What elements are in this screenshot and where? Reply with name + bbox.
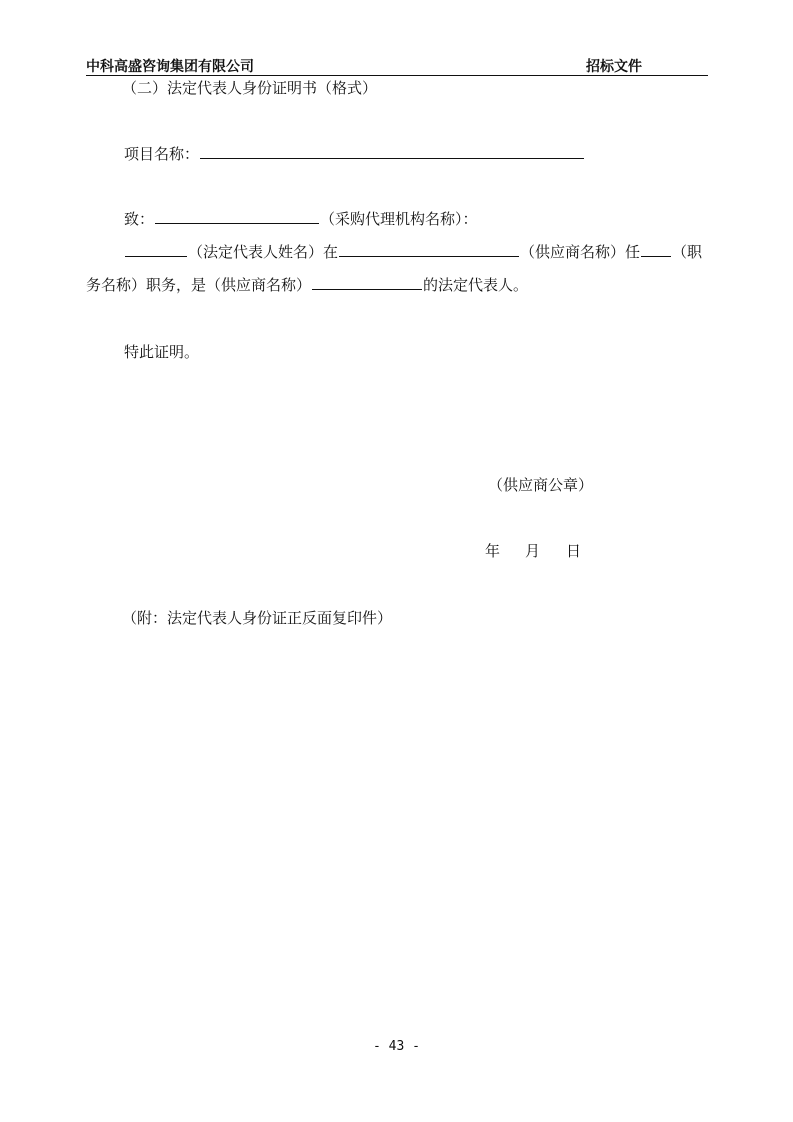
section-title: （二）法定代表人身份证明书（格式） [122, 79, 378, 97]
header-company: 中科高盛咨询集团有限公司 [86, 59, 254, 75]
date-day: 日 [566, 542, 582, 560]
supplier-seal-label: （供应商公章） [488, 476, 594, 494]
supplier-name-blank-2[interactable] [312, 274, 422, 290]
project-name-blank[interactable] [200, 143, 584, 159]
addressee-row [124, 208, 478, 229]
supplier-name-hint: （供应商名称）任 [520, 243, 641, 261]
representative-row [124, 241, 702, 262]
position-continued-text: 务名称）职务，是（供应商名称） [86, 276, 312, 294]
attachment-note: （附：法定代表人身份证正反面复印件） [122, 609, 393, 627]
representative-name-blank[interactable] [125, 241, 187, 257]
addressee-suffix: （采购代理机构名称）： [320, 210, 478, 228]
representative-name-hint: （法定代表人姓名）在 [188, 243, 339, 261]
header-divider [86, 75, 708, 76]
agency-name-blank[interactable] [155, 208, 319, 224]
project-name-label: 项目名称： [124, 145, 200, 163]
representative-row-continued [86, 274, 528, 295]
header-doc-type: 招标文件 [586, 59, 642, 75]
date-month: 月 [525, 542, 541, 560]
position-hint: （职 [672, 243, 703, 261]
supplier-name-blank[interactable] [339, 241, 519, 257]
date-year: 年 [485, 542, 501, 560]
certify-text: 特此证明。 [124, 343, 200, 361]
project-name-row [124, 143, 585, 164]
legal-representative-suffix: 的法定代表人。 [423, 276, 529, 294]
page-number: - 43 - [373, 1039, 420, 1054]
position-blank[interactable] [641, 241, 671, 257]
addressee-label: 致： [124, 210, 155, 228]
